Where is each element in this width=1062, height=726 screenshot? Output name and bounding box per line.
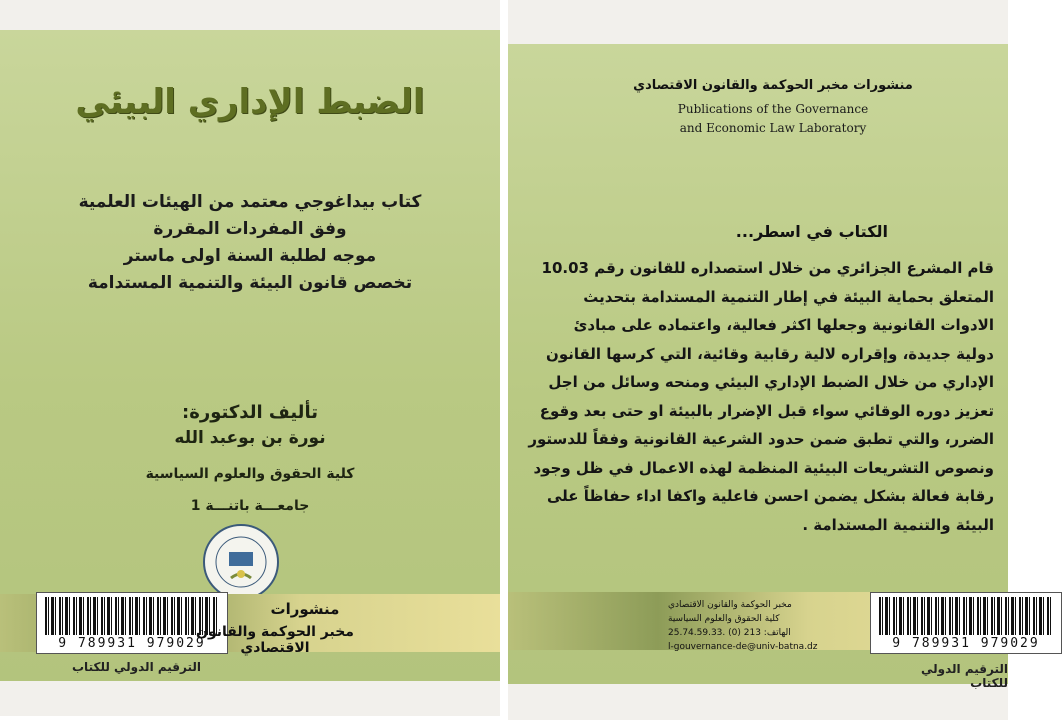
summary-line: دولية جديدة، وإقراره لالية رقابية وقائية، التي كرسها القانون (546, 344, 994, 363)
right-barcode (870, 592, 1062, 654)
summary-text (526, 254, 994, 539)
summary-line: رقابة فعالة بشكل يضمن احسن فاعلية واكفا اداء حفاظاً على (546, 487, 994, 505)
publisher-english-line-2: and Economic Law Laboratory (679, 121, 867, 135)
summary-line: المتعلق بحماية البيئة في إطار التنمية المستدامة بتحديث (583, 287, 994, 306)
summary-line: ونصوص التشريعات البيئية المنظمة لهذه الاعمال في ظل وجود (533, 458, 994, 477)
publisher-label: منشورات (270, 600, 340, 618)
summary-line: الضرر، والتي تطبق ضمن حدود الشرعية القانونية وفقاً للدستور (528, 430, 994, 448)
publisher-name: مخبر الحوكمة والقانون الاقتصادي (196, 624, 354, 656)
left-barcode-number: 9 789931 979029 (58, 636, 206, 651)
author-label: تأليف الدكتورة: (182, 402, 318, 423)
description-line-2: وفق المفردات المقررة (153, 219, 347, 239)
right-isbn-label: الترقيم الدولي للكتاب (921, 662, 1008, 690)
publisher-arabic: منشورات مخبر الحوكمة والقانون الاقتصادي (633, 78, 913, 93)
summary-line: تعزيز دوره الوقائي سواء قبل الإضرار بالبيئة او حتى بعد وقوع (539, 401, 994, 420)
summary-line: الادوات القانونية وجعلها اكثر فعالية، واعتماده على مبادئ (573, 316, 994, 334)
publisher-english-line-1: Publications of the Governance (677, 102, 869, 116)
right-cover (508, 0, 1040, 720)
university-name: جامعـــة باتنـــة 1 (190, 498, 310, 514)
left-cover (0, 0, 500, 716)
faculty-name: كلية الحقوق والعلوم السياسية (145, 466, 355, 482)
laboratory-logo (201, 522, 281, 602)
summary-line: قام المشرع الجزائري من خلال استصداره للقانون رقم 10.03 (541, 259, 994, 277)
publisher-english (648, 100, 898, 138)
book-title: الضبط الإداري البيئي (75, 82, 425, 122)
right-barcode-bars (879, 597, 1053, 635)
right-barcode-number: 9 789931 979029 (892, 636, 1040, 651)
summary-line: الإداري من خلال الضبط الإداري البيئي ومنحه وسائل من اجل (548, 373, 994, 391)
contact-faculty: كلية الحقوق والعلوم السياسية (668, 614, 780, 624)
contact-lab: مخبر الحوكمة والقانون الاقتصادي (668, 600, 792, 610)
summary-line: البيئة والتنمية المستدامة . (802, 515, 994, 534)
summary-heading: الكتاب في اسطر... (735, 222, 888, 241)
contact-email: l-gouvernance-de@univ-batna.dz (668, 642, 818, 652)
left-isbn-label: الترقيم الدولي للكتاب (72, 660, 202, 674)
description-line-3: موجه لطلبة السنة اولى ماستر (123, 246, 377, 266)
description-line-4: تخصص قانون البيئة والتنمية المستدامة (87, 273, 413, 293)
contact-info (668, 598, 818, 654)
author-name: نورة بن بوعبد الله (174, 428, 326, 448)
description-line-1: كتاب بيداغوجي معتمد من الهيئات العلمية (78, 192, 422, 212)
contact-phone: الهاتف: 213 (0) .25.74.59.33 (668, 628, 791, 638)
